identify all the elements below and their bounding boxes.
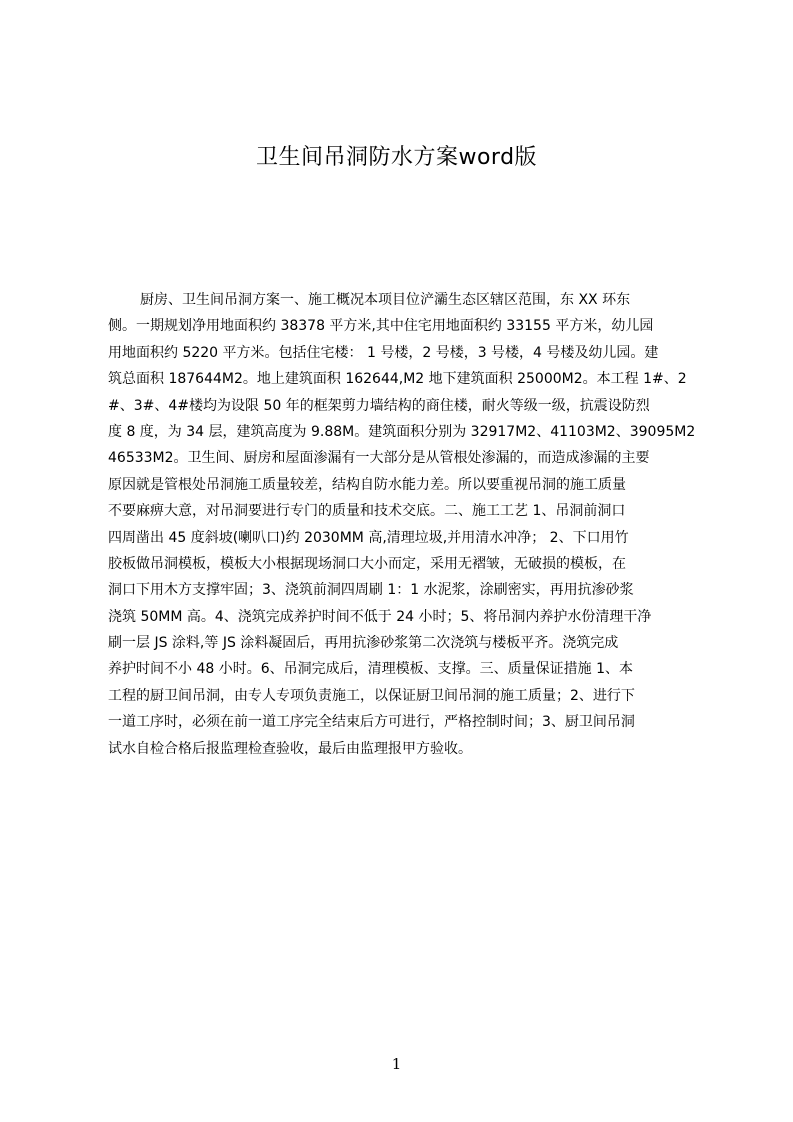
body-line: 度 8 度，为 34 层，建筑高度为 9.88M。建筑面积分别为 32917M2、41103M2、39095M2 [108,423,696,440]
body-line: 浇筑 50MM 高。4、浇筑完成养护时间不低于 24 小时；5、将吊洞内养护水份清理干净 [108,608,652,625]
body-line: 四周凿出 45 度斜坡(喇叭口)约 2030MM 高,清理垃圾,并用清水冲净； 2、下口用竹 [108,529,629,546]
body-line: 试水自检合格后报监理检查验收，最后由监理报甲方验收。 [108,740,472,757]
body-line: 46533M2。卫生间、厨房和屋面渗漏有一大部分是从管根处渗漏的，而造成渗漏的主要 [108,450,650,467]
body-line: 养护时间不小 48 小时。6、吊洞完成后，清理模板、支撑。三、质量保证措施 1、本 [108,661,633,678]
body-line: 侧。一期规划净用地面积约 38378 平方米,其中住宅用地面积约 33155 平方米，幼儿园 [108,318,654,335]
body-line: 厨房、卫生间吊洞方案一、施工概况本项目位浐灞生态区辖区范围，东 XX 环东 [140,292,631,308]
body-line: 一道工序时，必须在前一道工序完全结束后方可进行，严格控制时间；3、厨卫间吊洞 [108,714,635,731]
body-line: #、3#、4#楼均为设限 50 年的框架剪力墙结构的商住楼，耐火等级一级，抗震设防烈 [108,397,650,414]
body-line: 刷一层 JS 涂料,等 JS 涂料凝固后，再用抗渗砂浆第二次浇筑与楼板平齐。浇筑完成 [108,635,619,652]
body-line: 原因就是管根处吊洞施工质量较差，结构自防水能力差。所以要重视吊洞的施工质量 [108,476,626,493]
body-line: 筑总面积 187644M2。地上建筑面积 162644,M2 地下建筑面积 25000M2。本工程 1#、2 [108,371,687,388]
body-line: 洞口下用木方支撑牢固；3、浇筑前洞四周刷 1：1 水泥浆，涂刷密实，再用抗渗砂浆 [108,582,634,599]
body-line: 胶板做吊洞模板，模板大小根据现场洞口大小而定，采用无褶皱，无破损的模板，在 [108,555,626,572]
document-title: 卫生间吊洞防水方案word版 [255,145,538,170]
body-line: 不要麻痹大意，对吊洞要进行专门的质量和技术交底。二、施工工艺 1、吊洞前洞口 [108,503,626,520]
body-line: 用地面积约 5220 平方米。包括住宅楼： 1 号楼，2 号楼，3 号楼，4 号楼及幼儿园。建 [108,344,659,361]
page-number: 1 [391,1055,402,1073]
document-body [108,287,698,762]
body-line: 工程的厨卫间吊洞，由专人专项负责施工，以保证厨卫间吊洞的施工质量；2、进行下 [108,687,635,704]
